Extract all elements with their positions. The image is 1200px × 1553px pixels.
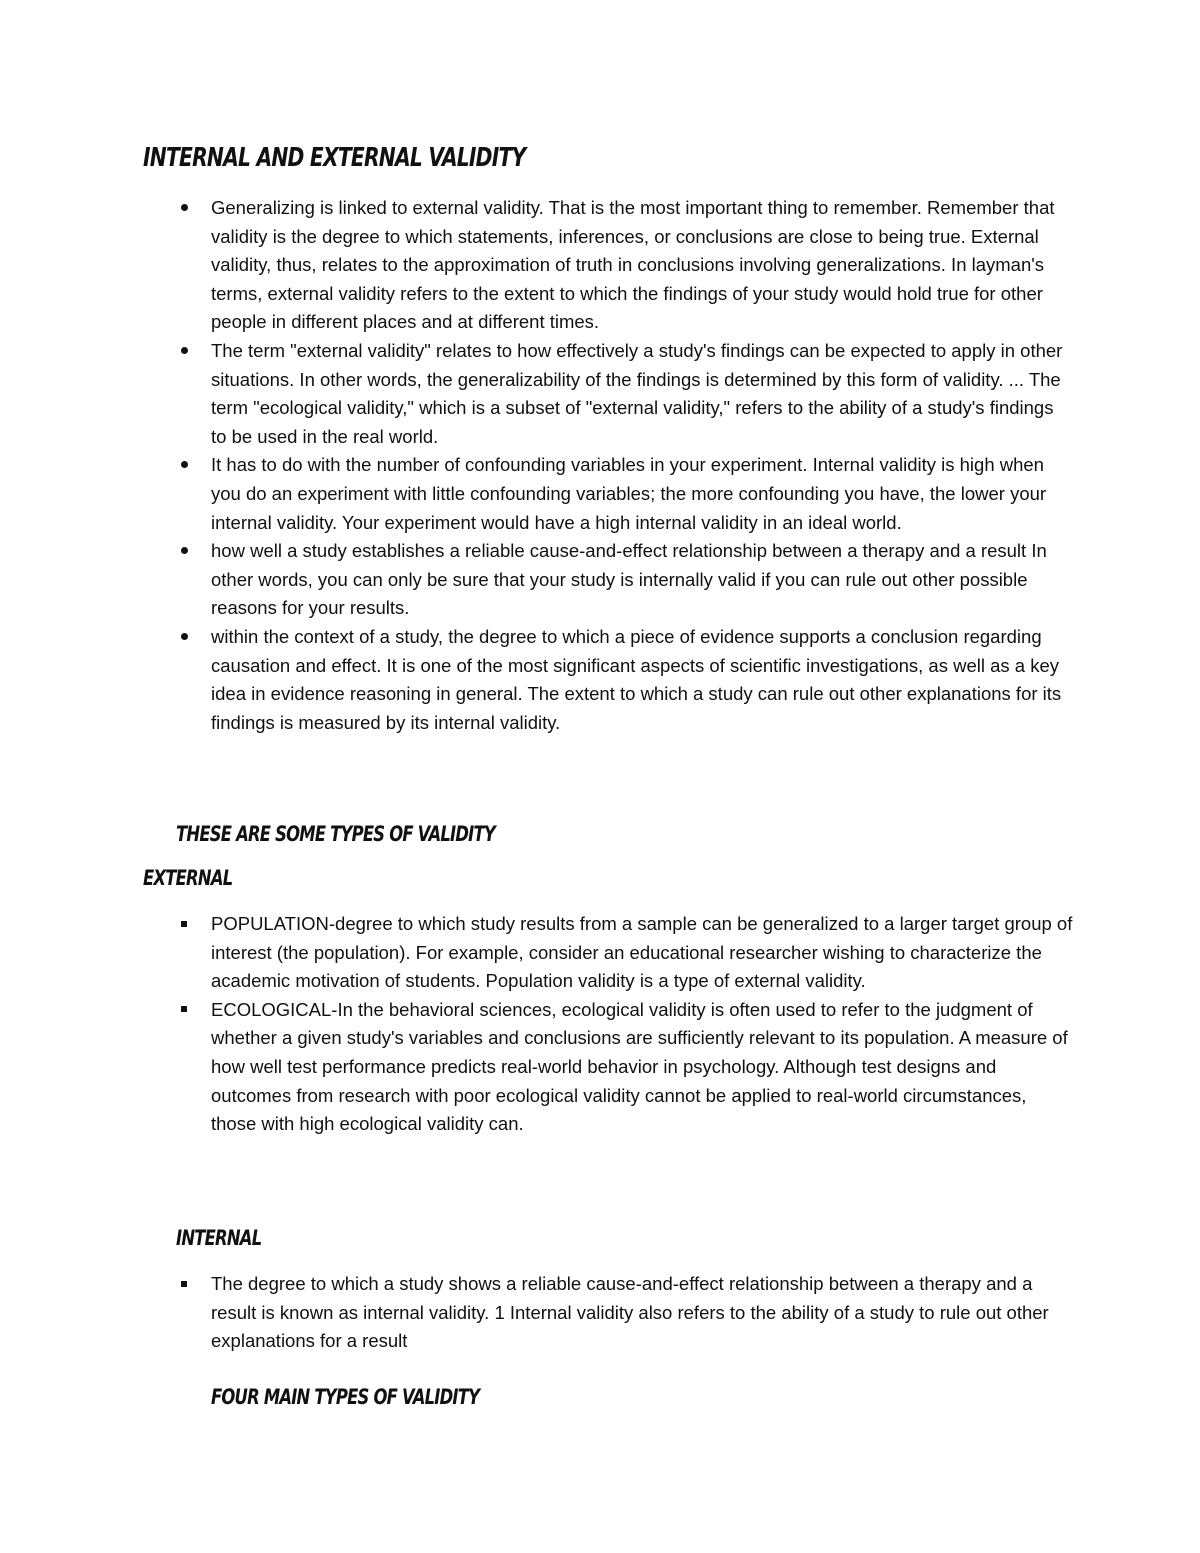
list-item (174, 451, 1074, 537)
types-of-validity-heading: THESE ARE SOME TYPES OF VALIDITY (176, 822, 495, 846)
list-item (174, 194, 1074, 337)
list-item-text: The degree to which a study shows a reliable cause-and-effect relationship between a therapy and a result is known as internal validity. 1 Internal validity also refers to the ability of a study to rule out other explanations for a result (211, 1273, 1049, 1352)
bullet-square-icon (174, 910, 194, 939)
list-item-text: how well a study establishes a reliable cause-and-effect relationship between a therapy and a result In other words, you can only be sure that your study is internally valid if you can rule out other possible reasons for your results. (211, 540, 1047, 619)
list-item (174, 623, 1074, 737)
bullet-square-icon (174, 1270, 194, 1299)
bullet-dot-icon (174, 623, 194, 652)
list-item (174, 337, 1074, 451)
list-item (174, 537, 1074, 623)
intro-bullet-list (174, 194, 1074, 737)
document-title: INTERNAL AND EXTERNAL VALIDITY (143, 143, 526, 173)
external-bullet-list (174, 910, 1074, 1139)
list-item (174, 910, 1074, 996)
list-item-text: It has to do with the number of confounding variables in your experiment. Internal validity is high when you do an experiment with little confounding variables; the more confounding you have, the lower your internal validity. Your experiment would have a high internal validity in an ideal world. (211, 454, 1047, 533)
list-item-text: POPULATION-degree to which study results from a sample can be generalized to a larger target group of interest (the population). For example, consider an educational researcher wishing to characterize the academic motivation of students. Population validity is a type of external validity. (211, 913, 1073, 992)
internal-bullet-list (174, 1270, 1074, 1356)
list-item-text: Generalizing is linked to external validity. That is the most important thing to remember. Remember that validity is the degree to which statements, inferences, or conclusions are close to being true. External validity, thus, relates to the approximation of truth in conclusions involving generalizations. In layman's terms, external validity refers to the extent to which the findings of your study would hold true for other people in different places and at different times. (211, 197, 1055, 333)
list-item-text: ECOLOGICAL-In the behavioral sciences, ecological validity is often used to refer to the judgment of whether a given study's variables and conclusions are sufficiently relevant to its population. A measure of how well test performance predicts real-world behavior in psychology. Although test designs and outcomes from research with poor ecological validity cannot be applied to real-world circumstances, those with high ecological validity can. (211, 998, 1068, 1135)
list-item-text: within the context of a study, the degree to which a piece of evidence supports a conclusion regarding causation and effect. It is one of the most significant aspects of scientific investigations, as well as a key idea in evidence reasoning in general. The extent to which a study can rule out other explanations for its findings is measured by its internal validity. (211, 625, 1062, 733)
bullet-dot-icon (174, 337, 194, 366)
bullet-square-icon (174, 996, 194, 1025)
list-item-text: The term "external validity" relates to how effectively a study's findings can be expected to apply in other situations. In other words, the generalizability of the findings is determined by this form of validity. ... The term "ecological validity," which is a subset of "external validity," refers to the ability of a study's findings to be used in the real world. (211, 339, 1063, 447)
list-item (174, 1270, 1074, 1356)
internal-heading: INTERNAL (176, 1226, 262, 1250)
bullet-dot-icon (174, 537, 194, 566)
four-types-heading: FOUR MAIN TYPES OF VALIDITY (211, 1385, 480, 1409)
bullet-dot-icon (174, 194, 194, 223)
bullet-dot-icon (174, 451, 194, 480)
external-heading: EXTERNAL (143, 866, 233, 890)
list-item (174, 996, 1074, 1139)
